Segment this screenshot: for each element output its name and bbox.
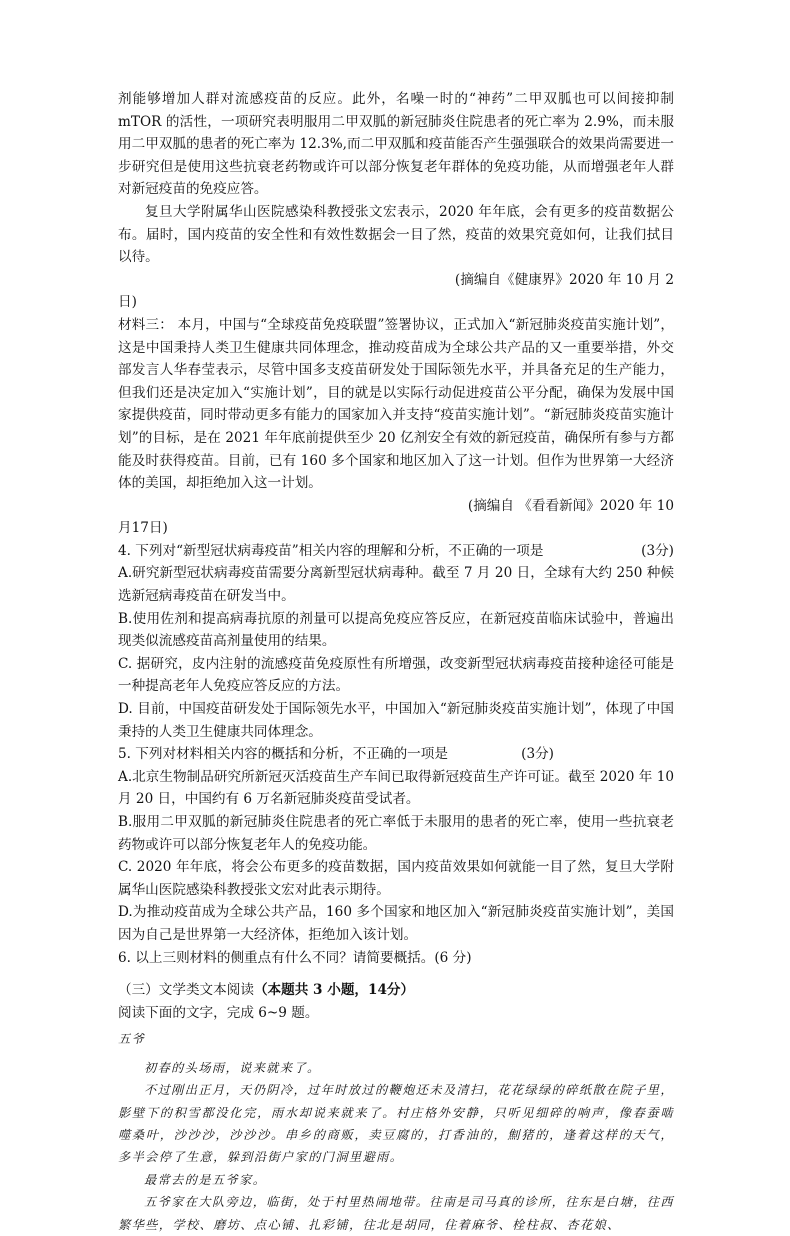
story-paragraph-1: 初春的头场雨，说来就来了。 [144,1060,321,1075]
question-5-option-c: C. 2020 年年底，将会公布更多的疫苗数据，国内疫苗效果如何就能一目了然，复旦大学附属华山医院感染科教授张文宏对此表示期待。 [118,859,674,898]
material3-source-tail: 月17日) [118,520,168,537]
question-5-score: (3分) [521,746,554,763]
question-5-option-d: D.为推动疫苗成为全球公共产品，160 多个国家和地区加入“新冠肺炎疫苗实施计划”，美国因为自己是世界第一大经济体，拒绝加入该计划。 [118,904,674,943]
question-4-stem: 4. 下列对“新型冠状病毒疫苗”相关内容的理解和分析，不正确的一项是 [118,542,544,559]
material2-source: (摘编自《健康界》2020 年 10 月 2 [454,271,674,288]
section-3-title-bold: （本题共 3 小题，14分） [253,982,415,999]
story-paragraph-2: 不过刚出正月，天仍阴冷，过年时放过的鞭炮还未及清扫，花花绿绿的碎纸散在院子里，影壁下的积雪都没化完，雨水却说来就来了。村庄格外安静，只听见细碎的响声，像春蚕啮噬桑叶，沙沙沙，沙沙沙。串乡的商贩，卖豆腐的，打香油的，劁猪的，逢着这样的天气，多半会停了生意，躲到沿街户家的门洞里避雨。 [118,1083,674,1165]
question-6-stem: 6. 以上三则材料的侧重点有什么不同？请简要概括。(6 分) [118,949,472,966]
section-3-title [118,979,674,1002]
question-5-option-a: A.北京生物制品研究所新冠灭活疫苗生产车间已取得新冠疫苗生产许可证。截至 2020 年 10 月 20 日，中国约有 6 万名新冠肺炎疫苗受试者。 [118,768,674,808]
exam-page [118,88,674,1236]
question-5-option-b: B.服用二甲双胍的新冠肺炎住院患者的死亡率低于未服用的患者的死亡率，使用一些抗衰老药物或许可以部分恢复老年人的免疫功能。 [118,814,674,853]
section-3-title-plain: （三）文学类文本阅读 [118,982,254,999]
material3-paragraph: 材料三： 本月，中国与“全球疫苗免疫联盟”签署协议，正式加入“新冠肺炎疫苗实施计划”，这是中国秉持人类卫生健康共同体理念，推动疫苗成为全球公共产品的又一重要举措，外交部发言人华春莹表示，尽管中国多支疫苗研发处于国际领先水平，并具备充足的生产能力，但我们还是决定加入“实施计划”，目的就是以实际行动促进疫苗公平分配，确保为发展中国家提供疫苗，同时带动更多有能力的国家加入并支持“疫苗实施计划”。“新冠肺炎疫苗实施计划”的目标，是在 2021 年年底前提供至少 20 亿剂安全有效的新冠疫苗，确保所有参与方都能及时获得疫苗。目前，已有 160 多个国家和地区加入了这一计划。但作为世界第一大经济体的美国，却拒绝加入这一计划。 [118,316,674,492]
story-paragraph-3: 最常去的是五爷家。 [144,1172,267,1187]
question-4-option-c: C. 据研究，皮内注射的流感疫苗免疫原性有所增强，改变新型冠状病毒疫苗接种途径可能是一种提高老年人免疫应答反应的方法。 [118,655,674,695]
material3-source: (摘编自 《看看新闻》2020 年 10 [467,497,674,514]
story-paragraph-4: 五爷家在大队旁边，临街，处于村里热闹地带。往南是司马真的诊所，往东是白塘，往西繁华些，学校、磨坊、点心铺、扎彩铺，往北是胡同，住着麻爷、栓柱叔、杏花娘、 [118,1195,674,1232]
question-5-stem: 5. 下列对材料相关内容的概括和分析，不正确的一项是 [118,746,448,763]
material2-paragraph-zhang: 复旦大学附属华山医院感染科教授张文宏表示，2020 年年底，会有更多的疫苗数据公布。届时，国内疫苗的安全性和有效性数据会一目了然，疫苗的效果究竟如何，让我们拭目以待。 [118,203,674,266]
section-3-instruction: 阅读下面的文字，完成 6~9 题。 [118,1004,319,1021]
question-4-option-b: B.使用佐剂和提高病毒抗原的剂量可以提高免疫应答反应，在新冠疫苗临床试验中，普遍出现类似流感疫苗高剂量使用的结果。 [118,610,674,650]
question-5 [118,743,674,946]
question-4-score: (3分) [641,542,674,559]
material2-paragraph: 剂能够增加人群对流感疫苗的反应。此外，名噪一时的“神药”二甲双胍也可以间接抑制mTOR 的活性，一项研究表明服用二甲双胍的新冠肺炎住院患者的死亡率为 2.9%，而未服用二甲双胍的患者的死亡率为 12.3%,而二甲双胍和疫苗能否产生强强联合的效果尚需要进一步研究但是使用这些抗衰老药物或许可以部分恢复老年群体的免疫功能，从而增强老年人群对新冠疫苗的免疫应答。 [118,91,674,198]
story-title: 五爷 [118,1032,146,1047]
question-4 [118,540,674,743]
question-4-option-a: A.研究新型冠状病毒疫苗需要分离新型冠状病毒种。截至 7 月 20 日，全球有大约 250 种候选新冠病毒疫苗在研发当中。 [118,565,674,605]
question-4-option-d: D. 目前，中国疫苗研发处于国际领先水平，中国加入“新冠肺炎疫苗实施计划”，体现了中国秉持的人类卫生健康共同体理念。 [118,701,674,740]
story [118,1028,674,1236]
material2-source-tail: 日) [118,294,137,311]
